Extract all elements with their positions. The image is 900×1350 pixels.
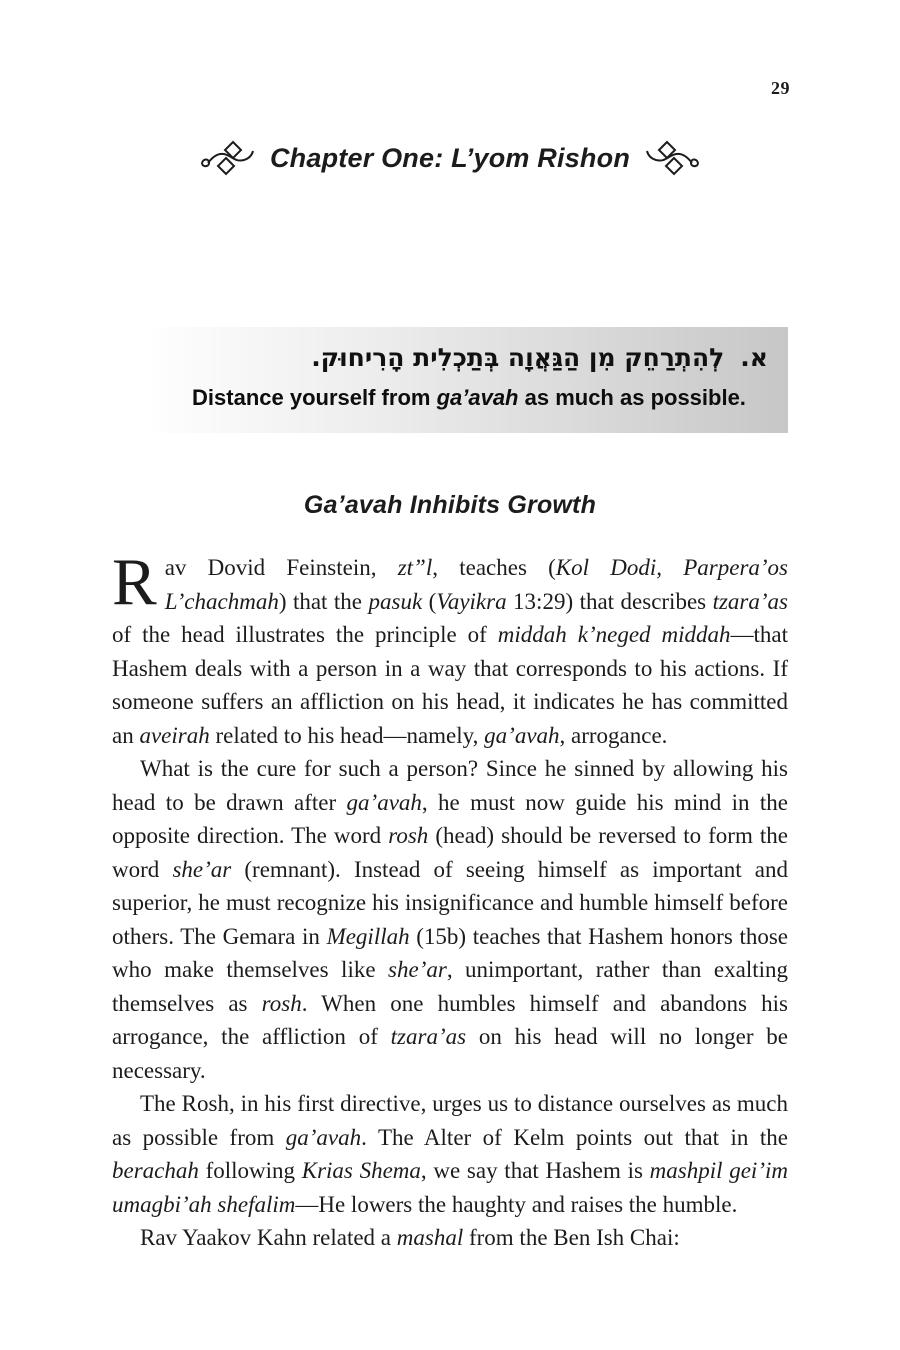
- paragraph: What is the cure for such a person? Since he sinned by allowing his head to be drawn after ga’avah, he must now guide his mind in the opposite direction. The word rosh (head) should be reversed to form the word she’ar (remnant). Instead of seeing himself as important and superior, he must recognize his insignificance and humble himself before others. The Gemara in Megillah (15b) teaches that Hashem honors those who make themselves like she’ar, unimportant, rather than exalting themselves as rosh. When one humbles himself and abandons his arrogance, the affliction of tzara’as on his head will no longer be necessary.: [112, 756, 788, 1083]
- paragraph: Rav Yaakov Kahn related a mashal from the Ben Ish Chai:: [140, 1225, 680, 1250]
- chapter-heading: [0, 140, 900, 176]
- drop-cap: R: [112, 545, 157, 619]
- section-heading: Ga’avah Inhibits Growth: [303, 491, 597, 519]
- hebrew-directive: [170, 337, 768, 379]
- page-number: 29: [771, 78, 790, 98]
- directive-box: [150, 327, 788, 433]
- body-text: [112, 545, 789, 1255]
- paragraph: The Rosh, in his first directive, urges us to distance ourselves as much as possible from ga’avah. The Alter of Kelm points out that in the berachah following Krias Shema, we say that Hashem is mashpil gei’im umagbi’ah shefalim—He lowers the haughty and raises the humble.: [112, 1091, 789, 1217]
- hebrew-directive-marker: א.: [740, 343, 768, 372]
- hebrew-directive-text: לְהִתְרַחֵק מִן הַגַּאֲוָה בְּתַכְלִית הָרִיחוּק.: [311, 343, 725, 372]
- fleuron-icon: [200, 140, 254, 176]
- chapter-title: Chapter One: L’yom Rishon: [269, 142, 631, 173]
- fleuron-icon: [646, 140, 700, 176]
- english-directive: Distance yourself from ga’avah as much as possible.: [192, 385, 746, 410]
- paragraph: Rav Dovid Feinstein, zt”l, teaches (Kol Dodi, Parpera’os L’chachmah) that the pasuk (Vayikra 13:29) that describes tzara’as of the head illustrates the principle of middah k’neged middah—that Hashem deals with a person in a way that corresponds to his actions. If someone suffers an affliction on his head, it indicates he has committed an aveirah related to his head—namely, ga’avah, arrogance.: [112, 545, 789, 748]
